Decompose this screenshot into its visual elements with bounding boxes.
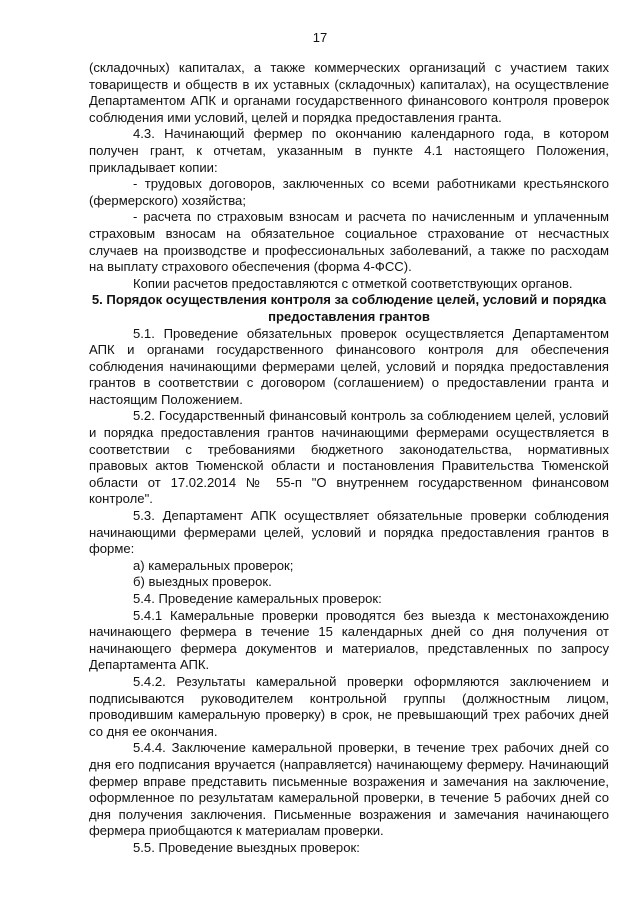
page-number: 17 [312, 30, 328, 45]
paragraph-5-5: 5.5. Проведение выездных проверок: [133, 839, 360, 855]
paragraph-5-4-2: 5.4.2. Результаты камеральной проверки оформляются заключением и подписываются руководителем контрольной группы (должностным лицом, проводившим камеральную проверку) в срок, не превышающий трех рабочих дней со дня ее окончания. [89, 673, 609, 739]
list-item-labor-contracts: - трудовых договоров, заключенных со всеми работниками крестьянского (фермерского) хозяйства; [89, 176, 609, 208]
paragraph-4-3: 4.3. Начинающий фермер по окончанию календарного года, в котором получен грант, к отчетам, указанным в пункте 4.1 настоящего Положения, прикладывает копии: [89, 126, 609, 175]
paragraph-5-1: 5.1. Проведение обязательных проверок осуществляется Департаментом АПК и органами государственного финансового контроля для обеспечения соблюдения начинающими фермерами целей, условий и порядка предоставления грантов в соответствии с договором (соглашением) о предоставлении гранта и настоящим Положением. [89, 325, 609, 407]
paragraph-5-2: 5.2. Государственный финансовый контроль за соблюдением целей, условий и порядка предоставления грантов начинающими фермерами осуществляется в соответствии с требованиями бюджетного законодательства, нормативных правовых актов Тюменской области и постановления Правительства Тюменской области от 17.02.2014 № 55-п "О внутреннем государственном финансовом контроле". [89, 408, 609, 507]
list-item-insurance-calculation: - расчета по страховым взносам и расчета по начисленным и уплаченным страховым взносам на обязательное социальное страхование от несчастных случаев на производстве и профессиональных заболеваний, а также по расходам на выплату страхового обеспечения (форма 4-ФСС). [89, 209, 609, 275]
paragraph-continuation: (складочных) капиталах, а также коммерческих организаций с участием таких товариществ и обществ в их уставных (складочных) капиталах), на осуществление Департаментом АПК и органами государственного финансового контроля проверок соблюдения ими условий, целей и порядка предоставления гранта. [89, 60, 609, 125]
paragraph-5-4: 5.4. Проведение камеральных проверок: [133, 591, 382, 606]
document-body [89, 60, 609, 857]
list-item-b: б) выездных проверок. [133, 574, 272, 590]
paragraph-5-4-4: 5.4.4. Заключение камеральной проверки, в течение трех рабочих дней со дня его подписания вручается (направляется) начинающему фермеру. Начинающий фермер вправе представить письменные возражения и замечания на заключение, оформленное по результатам камеральной проверки, в течение 5 рабочих дней со дня получения заключения. Письменные возражения и замечания начинающего фермера приобщаются к материалам проверки. [89, 740, 609, 839]
paragraph-5-4-1: 5.4.1 Камеральные проверки проводятся без выезда к местонахождению начинающего фермера в течение 15 календарных дней со дня получения от начинающего фермера документов и материалов, представленных по запросу Департамента АПК. [89, 607, 609, 673]
paragraph-5-3: 5.3. Департамент АПК осуществляет обязательные проверки соблюдения начинающими фермерами целей, условий и порядка предоставления грантов в форме: [89, 508, 609, 557]
section-5-heading: 5. Порядок осуществления контроля за соблюдение целей, условий и порядка предоставления грантов [91, 292, 607, 324]
paragraph-copies-note: Копии расчетов предоставляются с отметкой соответствующих органов. [133, 275, 573, 291]
list-item-a: а) камеральных проверок; [133, 557, 294, 573]
